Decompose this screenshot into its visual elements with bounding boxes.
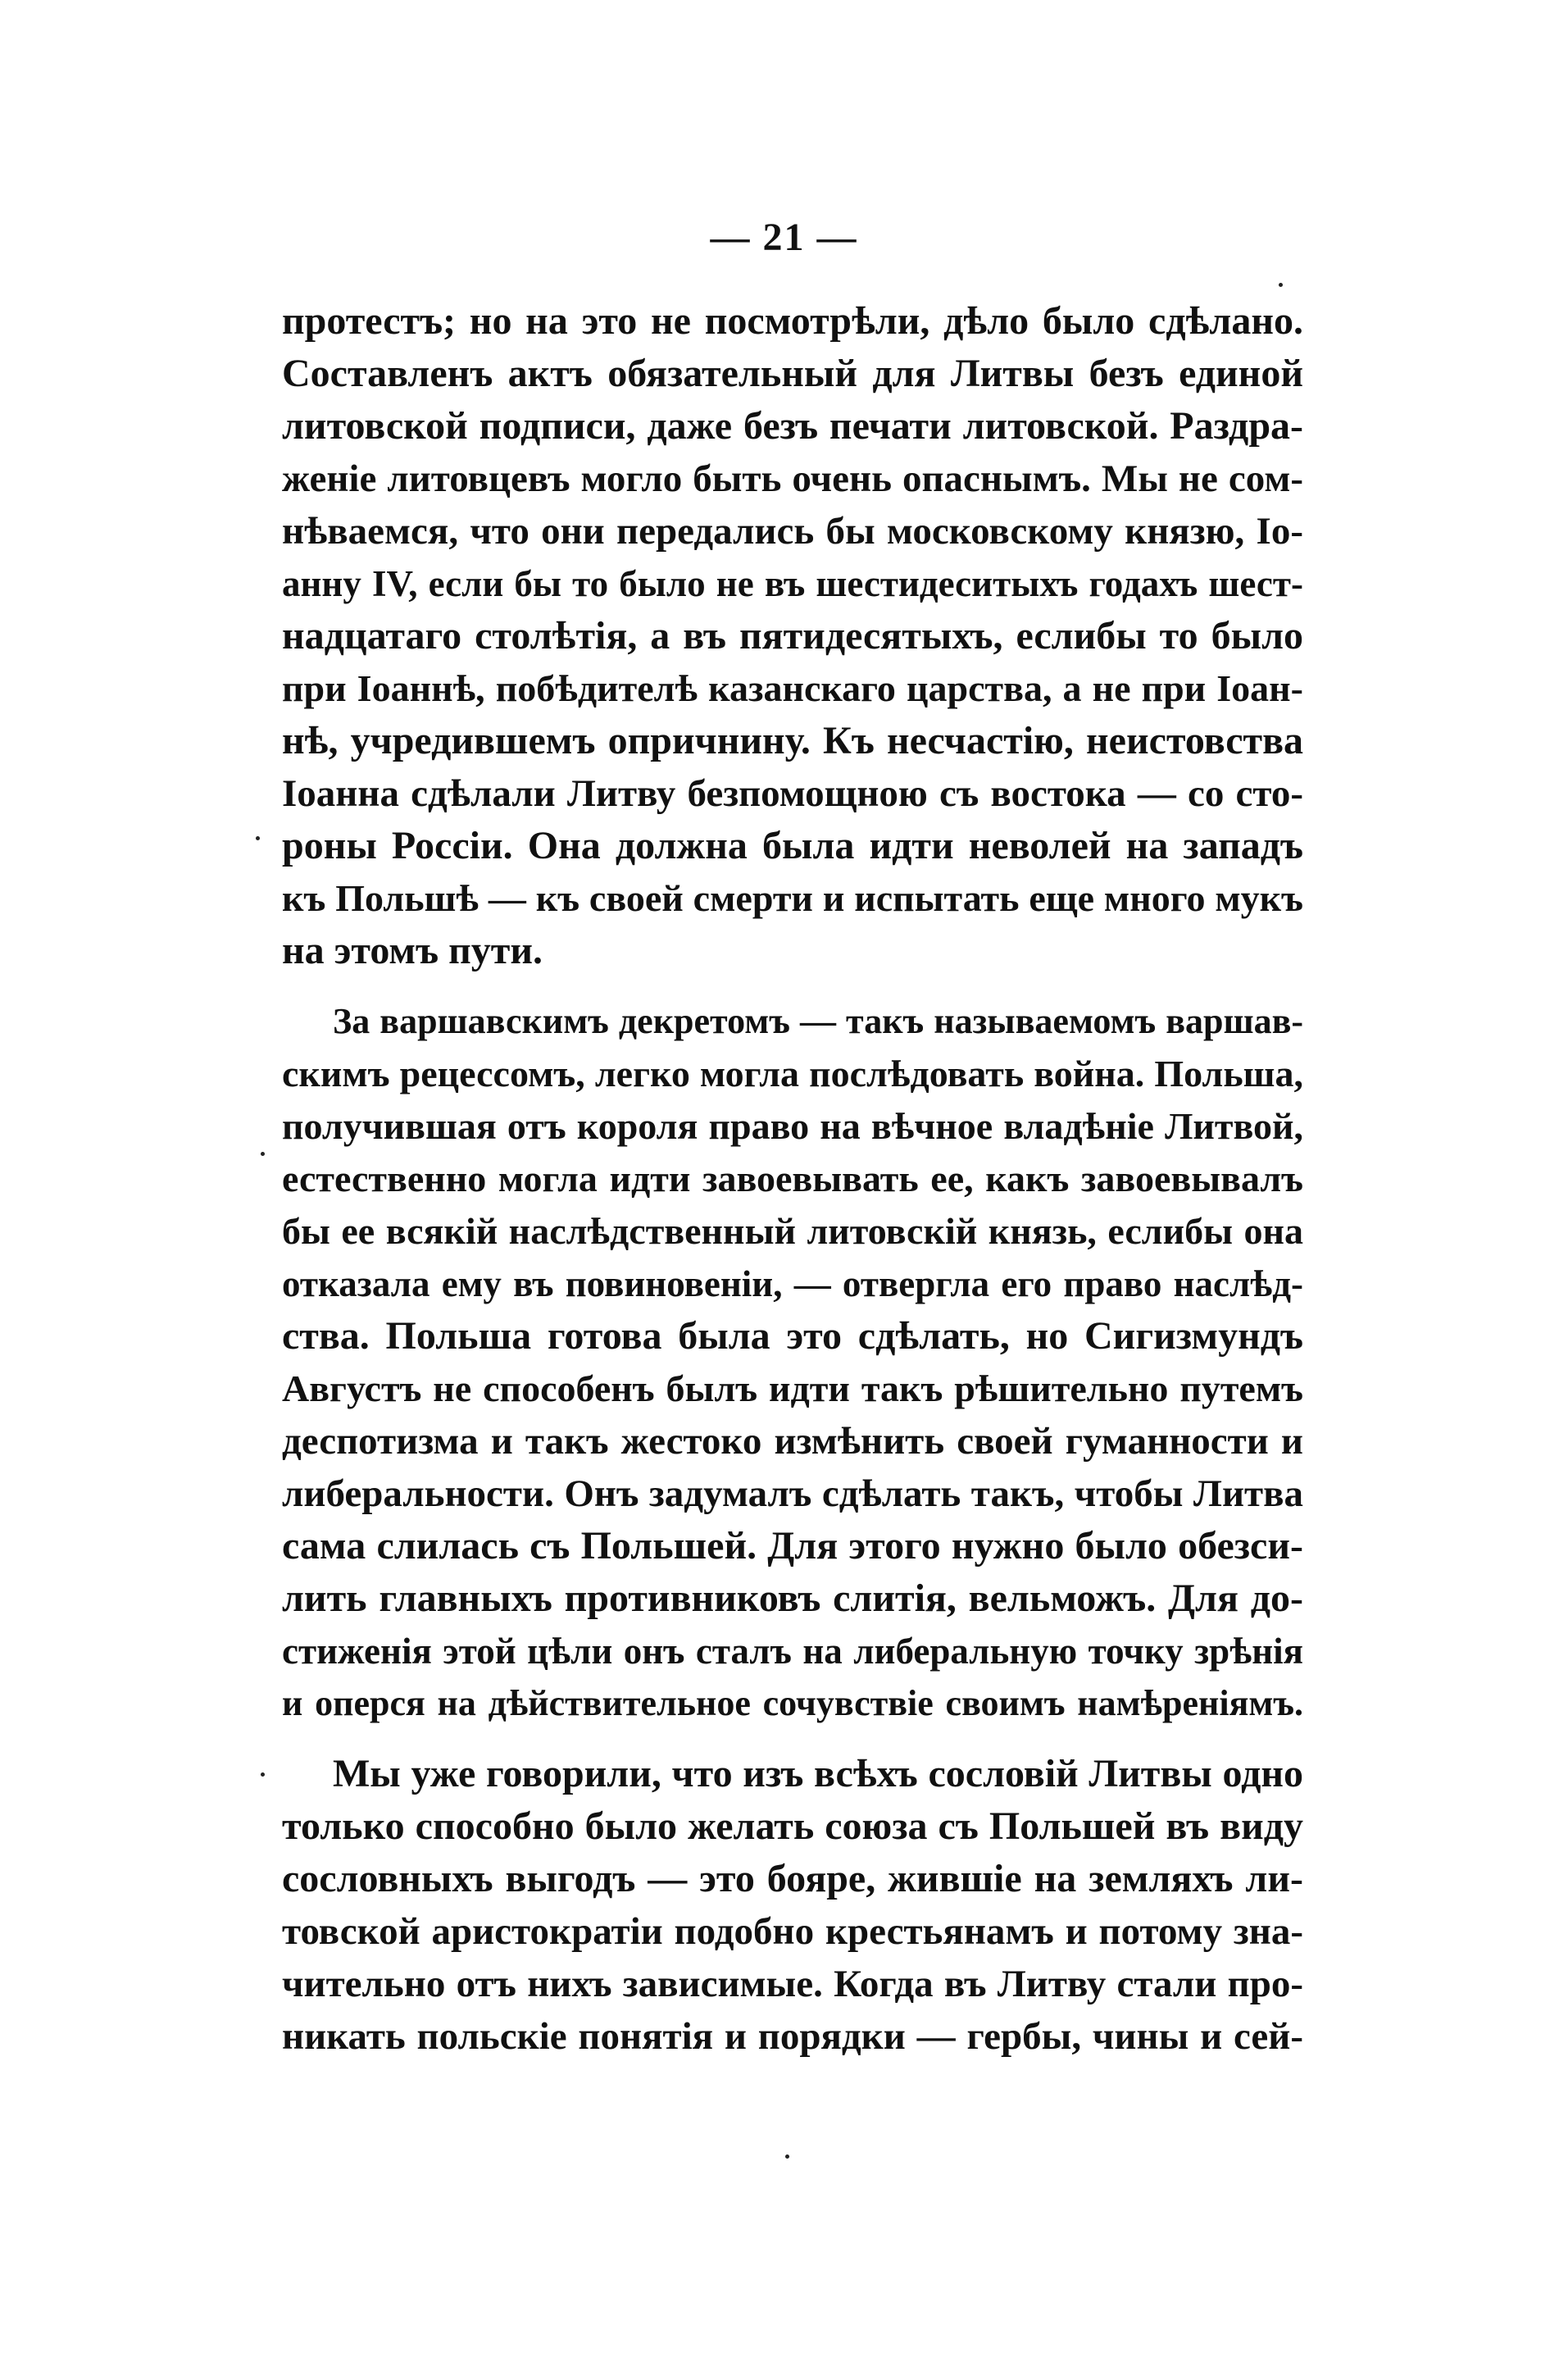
text-line: только способно было желать союза съ Польшей въ виду: [282, 1804, 1303, 1848]
text-line: на этомъ пути.: [282, 929, 543, 972]
text-line: Іоанна сдѣлали Литву безпомощною съ востока — со сто-: [282, 772, 1303, 815]
text-line: товской аристократіи подобно крестьянамъ и потому зна-: [282, 1910, 1303, 1953]
text-line: ства. Польша готова была это сдѣлать, но Сигизмундъ: [282, 1314, 1303, 1358]
text-line: сословныхъ выгодъ — это бояре, жившіе на земляхъ ли-: [282, 1857, 1303, 1900]
paragraph-3: [282, 1748, 1303, 2063]
body-text: [282, 295, 1303, 2063]
text-line: деспотизма и такъ жестоко измѣнить своей гуманности и: [282, 1420, 1303, 1463]
text-line: при Іоаннѣ, побѣдителѣ казанскаго царства, а не при Іоан-: [282, 667, 1303, 709]
text-line: нѣваемся, что они передались бы московскому князю, Іо-: [282, 510, 1303, 553]
text-line: и оперся на дѣйствительное сочувствіе своимъ намѣреніямъ.: [282, 1683, 1303, 1723]
text-line: скимъ рецессомъ, легко могла послѣдовать война. Польша,: [282, 1053, 1303, 1094]
text-line: женіе литовцевъ могло быть очень опаснымъ. Мы не сом-: [282, 457, 1303, 500]
text-line: получившая отъ короля право на вѣчное владѣніе Литвой,: [282, 1105, 1303, 1147]
scan-speck: [261, 1772, 265, 1777]
text-line: надцатаго столѣтія, а въ пятидесятыхъ, еслибы то было: [282, 614, 1303, 658]
text-line: сама слилась съ Польшей. Для этого нужно было обезси-: [282, 1524, 1303, 1568]
scan-speck: [261, 1152, 265, 1156]
text-line: роны Россіи. Она должна была идти неволей на западъ: [282, 824, 1303, 867]
paragraph-gap: [282, 1730, 1303, 1748]
text-line: стиженія этой цѣли онъ сталъ на либеральную точку зрѣнія: [282, 1631, 1303, 1672]
text-line: естественно могла идти завоевывать ее, какъ завоевывалъ: [282, 1158, 1303, 1199]
text-line: Мы уже говорили, что изъ всѣхъ сословій Литвы одно: [333, 1752, 1303, 1795]
text-line: За варшавскимъ декретомъ — такъ называемомъ варшав-: [333, 1001, 1303, 1041]
text-line: литовской подписи, даже безъ печати литовской. Раздра-: [282, 404, 1303, 448]
text-line: бы ее всякій наслѣдственный литовскій князь, еслибы она: [282, 1210, 1303, 1252]
paragraph-1: [282, 295, 1303, 977]
paragraph-gap: [282, 977, 1303, 995]
text-line: анну IV, если бы то было не въ шестидеситыхъ годахъ шест-: [282, 563, 1303, 604]
scan-speck: [256, 836, 260, 840]
text-line: протестъ; но на это не посмотрѣли, дѣло было сдѣлано.: [282, 299, 1303, 343]
text-line: либеральности. Онъ задумалъ сдѣлать такъ, чтобы Литва: [282, 1472, 1303, 1515]
text-line: Августъ не способенъ былъ идти такъ рѣшительно путемъ: [282, 1367, 1303, 1409]
page-number: — 21 —: [710, 216, 858, 259]
text-line: нѣ, учредившемъ опричнину. Къ несчастію, неистовства: [282, 719, 1303, 762]
scan-speck: [1279, 283, 1283, 287]
text-line: къ Польшѣ — къ своей смерти и испытать еще много мукъ: [282, 877, 1303, 919]
text-line: чительно отъ нихъ зависимые. Когда въ Литву стали про-: [282, 1963, 1303, 2005]
text-line: никать польскіе понятія и порядки — гербы, чины и сей-: [282, 2015, 1303, 2058]
text-line: Составленъ актъ обязательный для Литвы безъ единой: [282, 352, 1303, 395]
scan-speck: [785, 2155, 789, 2159]
paragraph-2: [282, 995, 1303, 1730]
text-line: лить главныхъ противниковъ слитія, вельможъ. Для до-: [282, 1577, 1303, 1620]
text-line: отказала ему въ повиновеніи, — отвергла его право наслѣд-: [282, 1263, 1303, 1304]
